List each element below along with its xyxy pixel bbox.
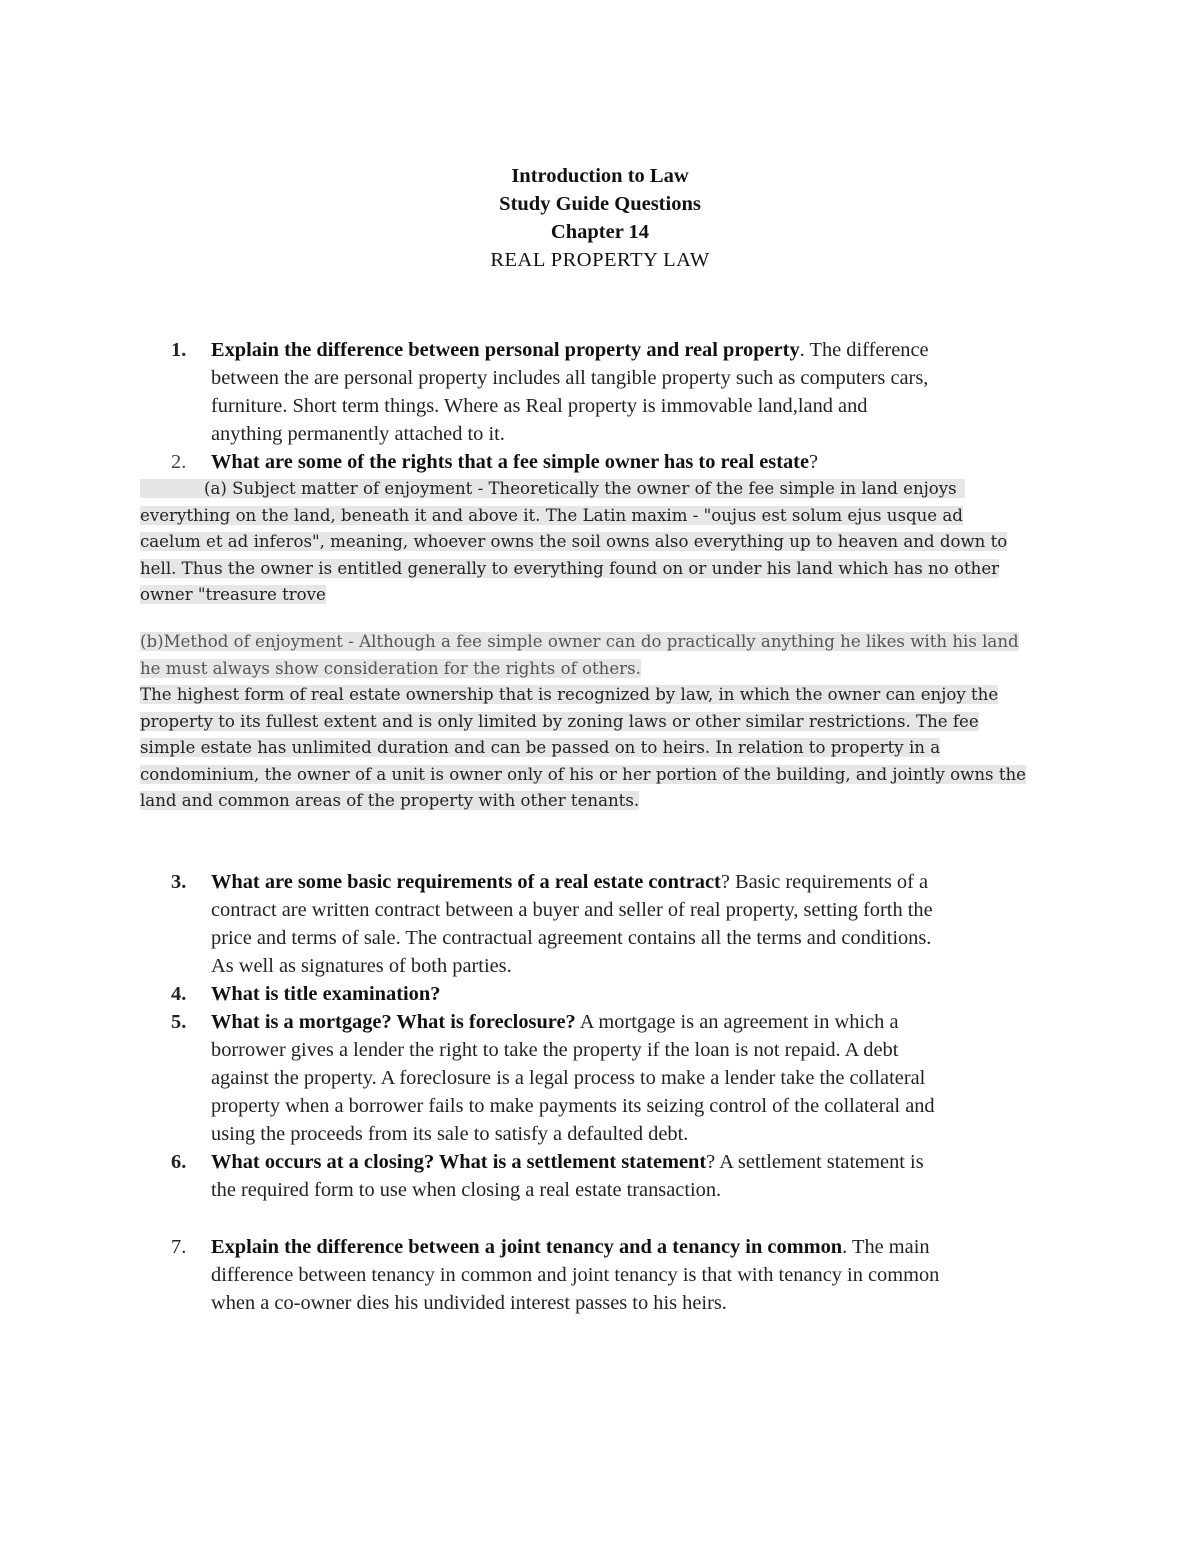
chapter-title: Chapter 14	[550, 221, 650, 243]
answer-text: between the are personal property includes all tangible property such as computers cars,	[211, 367, 929, 389]
answer-text: ? Basic requirements of a	[720, 871, 929, 893]
question-item-1	[171, 336, 1081, 448]
guide-title: Study Guide Questions	[499, 193, 701, 215]
answer-line: simple estate has unlimited duration and can be passed on to heirs. In relation to property in a	[140, 738, 941, 757]
question-text: What are some basic requirements of a real estate contract	[211, 871, 721, 893]
answer-text: difference between tenancy in common and joint tenancy is that with tenancy in common	[211, 1264, 940, 1286]
answer-line: everything on the land, beneath it and above it. The Latin maxim - "oujus est solum ejus usque ad	[140, 505, 963, 525]
answer-text: furniture. Short term things. Where as Real property is immovable land,land and	[211, 395, 868, 417]
answer-text: . The main	[842, 1236, 930, 1258]
answer-line: condominium, the owner of a unit is owner only of his or her portion of the building, and jointly owns the	[140, 764, 1027, 784]
question-text: What is title examination?	[211, 983, 441, 1005]
question-item-5	[171, 1008, 1081, 1148]
question-item-4	[171, 980, 1081, 1008]
question-text: Explain the difference between a joint tenancy and a tenancy in common	[211, 1236, 843, 1258]
answer-line: (b)Method of enjoyment - Although a fee simple owner can do practically anything he likes with his land	[140, 632, 1019, 651]
question-text: What occurs at a closing? What is a settlement statement	[211, 1151, 707, 1173]
question-number: 5.	[171, 1011, 187, 1033]
answer-text: As well as signatures of both parties.	[211, 955, 512, 977]
question-number: 7.	[171, 1236, 187, 1258]
answer-line: hell. Thus the owner is entitled generally to everything found on or under his land which has no other	[140, 558, 1000, 578]
question-number: 3.	[171, 871, 187, 893]
question-number: 6.	[171, 1151, 187, 1173]
question-item-2	[171, 448, 1081, 476]
answer-text: using the proceeds from its sale to satisfy a defaulted debt.	[211, 1123, 689, 1145]
question-text: What are some of the rights that a fee simple owner has to real estate	[211, 451, 810, 473]
answer-line: property to its fullest extent and is only limited by zoning laws or other similar restrictions. The fee	[140, 711, 979, 731]
answer-text: ?	[809, 451, 819, 473]
answer-line: (a) Subject matter of enjoyment - Theoretically the owner of the fee simple in land enjoys	[140, 479, 965, 498]
answer-text: ? A settlement statement is	[706, 1151, 924, 1173]
question-text: What is a mortgage? What is foreclosure?	[211, 1011, 576, 1033]
answer-text: property when a borrower fails to make payments its seizing control of the collateral and	[211, 1095, 935, 1117]
question-number: 2.	[171, 451, 187, 473]
document-header	[0, 162, 1200, 274]
topic-title: REAL PROPERTY LAW	[490, 249, 710, 271]
question-item-6	[171, 1148, 1081, 1204]
question-item-3	[171, 868, 1081, 980]
answer-line: The highest form of real estate ownership that is recognized by law, in which the owner can enjoy the	[140, 685, 999, 704]
answer-line: owner "treasure trove	[140, 585, 326, 604]
answer-line: he must always show consideration for the rights of others.	[140, 658, 641, 678]
course-title: Introduction to Law	[511, 165, 689, 187]
answer-text: the required form to use when closing a real estate transaction.	[211, 1179, 722, 1201]
answer-block-a	[140, 476, 1007, 609]
answer-text: against the property. A foreclosure is a legal process to make a lender take the collateral	[211, 1067, 926, 1089]
answer-line: caelum et ad inferos", meaning, whoever owns the soil owns also everything up to heaven and down to	[140, 532, 1008, 551]
answer-text: price and terms of sale. The contractual agreement contains all the terms and conditions.	[211, 927, 932, 949]
answer-block-b	[140, 629, 1019, 682]
answer-text: anything permanently attached to it.	[211, 423, 505, 445]
answer-line: land and common areas of the property with other tenants.	[140, 791, 640, 810]
question-text: Explain the difference between personal property and real property	[211, 339, 800, 361]
answer-text: borrower gives a lender the right to take the property if the loan is not repaid. A debt	[211, 1039, 899, 1061]
answer-text: A mortgage is an agreement in which a	[575, 1011, 899, 1033]
answer-block-c	[140, 682, 1026, 815]
answer-text: contract are written contract between a buyer and seller of real property, setting forth the	[211, 899, 933, 921]
question-number: 4.	[171, 983, 187, 1005]
question-number: 1.	[171, 339, 187, 361]
answer-text: . The difference	[799, 339, 929, 361]
question-item-7	[171, 1233, 1081, 1317]
answer-text: when a co-owner dies his undivided interest passes to his heirs.	[211, 1292, 727, 1314]
